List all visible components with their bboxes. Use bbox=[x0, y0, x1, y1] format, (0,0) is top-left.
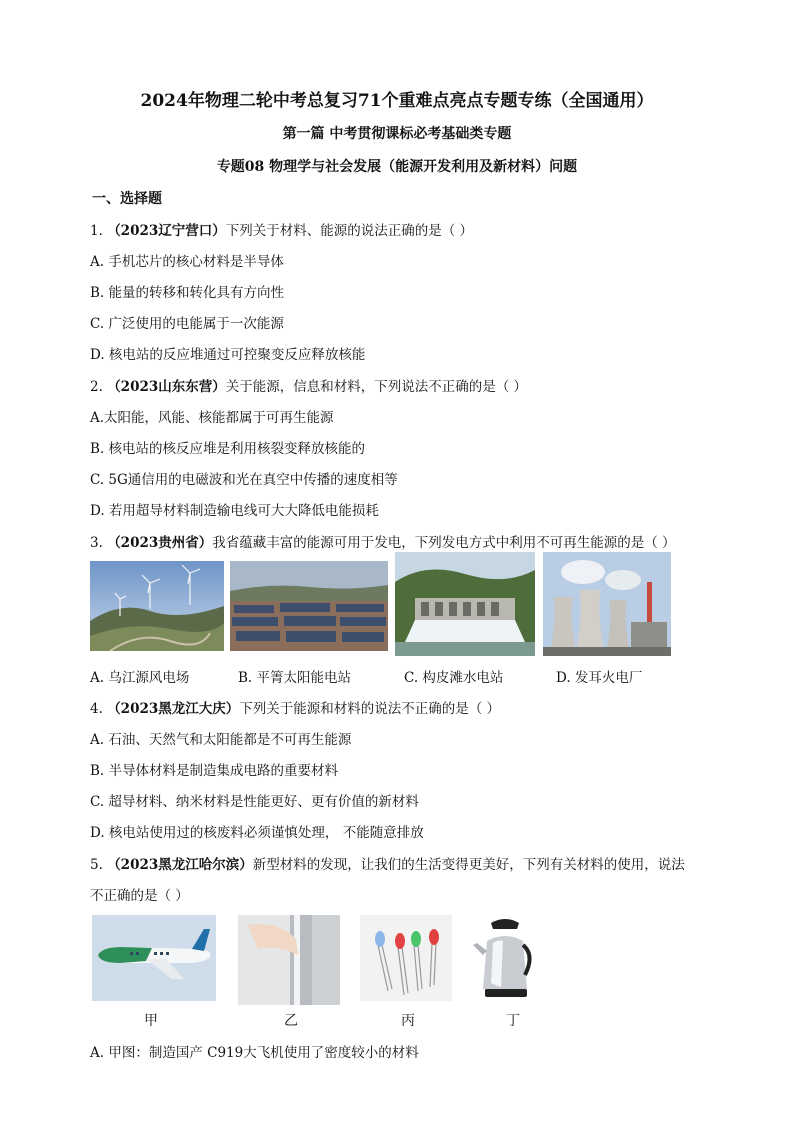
question-source: （2023辽宁营口） bbox=[107, 223, 226, 239]
fridge-seal-photo bbox=[238, 915, 340, 1005]
label-bing: 丙 bbox=[401, 1013, 415, 1029]
hydro-station-photo bbox=[395, 552, 535, 656]
q1-option-a: A. 手机芯片的核心材料是半导体 bbox=[90, 254, 284, 270]
led-photo bbox=[360, 915, 452, 1001]
wind-farm-photo bbox=[90, 561, 224, 651]
question-text: 新型材料的发现，让我们的生活变得更美好，下列有关材料的使用，说法 bbox=[252, 857, 685, 873]
q4-option-a: A. 石油、天然气和太阳能都是不可再生能源 bbox=[90, 732, 352, 748]
question-text: 关于能源，信息和材料，下列说法不正确的是（ ） bbox=[225, 379, 528, 395]
q2-option-b: B. 核电站的核反应堆是利用核裂变释放核能的 bbox=[90, 441, 366, 457]
q5-option-a: A. 甲图：制造国产 C919大飞机使用了密度较小的材料 bbox=[90, 1045, 419, 1061]
thermal-plant-photo bbox=[543, 552, 671, 656]
q3-option-a: A. 乌江源风电场 bbox=[90, 670, 190, 686]
question-4-stem bbox=[90, 697, 500, 717]
question-text: 下列关于能源和材料的说法不正确的是（ ） bbox=[239, 701, 501, 717]
q3-options-row bbox=[90, 666, 690, 686]
question-text: 我省蕴藏丰富的能源可用于发电，下列发电方式中利用不可再生能源的是（ ） bbox=[212, 535, 676, 551]
q3-option-b: B. 平箐太阳能电站 bbox=[238, 670, 352, 686]
question-text: 下列关于材料、能源的说法正确的是（ ） bbox=[225, 223, 474, 239]
question-number: 4. bbox=[90, 701, 103, 717]
question-3-stem bbox=[90, 531, 676, 551]
q1-option-d: D. 核电站的反应堆通过可控聚变反应释放核能 bbox=[90, 347, 366, 363]
solar-station-photo bbox=[230, 561, 388, 651]
page-title: 2024年物理二轮中考总复习71个重难点亮点专题专练（全国通用） bbox=[140, 91, 654, 111]
q3-option-d: D. 发耳火电厂 bbox=[556, 670, 643, 686]
q1-option-c: C. 广泛使用的电能属于一次能源 bbox=[90, 316, 284, 332]
q4-option-c: C. 超导材料、纳米材料是性能更好、更有价值的新材料 bbox=[90, 794, 419, 810]
q2-option-d: D. 若用超导材料制造输电线可大大降低电能损耗 bbox=[90, 503, 379, 519]
airplane-photo bbox=[92, 915, 216, 1001]
label-jia: 甲 bbox=[144, 1013, 158, 1029]
q1-option-b: B. 能量的转移和转化具有方向性 bbox=[90, 285, 285, 301]
q2-option-a: A.太阳能，风能、核能都属于可再生能源 bbox=[90, 410, 334, 426]
part-heading: 第一篇 中考贯彻课标必考基础类专题 bbox=[282, 126, 512, 142]
q4-option-b: B. 半导体材料是制造集成电路的重要材料 bbox=[90, 763, 339, 779]
q3-option-c: C. 构皮滩水电站 bbox=[404, 670, 504, 686]
label-ding: 丁 bbox=[506, 1013, 520, 1029]
question-2-stem bbox=[90, 375, 527, 395]
q2-option-c: C. 5G通信用的电磁波和光在真空中传播的速度相等 bbox=[90, 472, 398, 488]
question-number: 2. bbox=[90, 379, 103, 395]
question-source: （2023黑龙江大庆） bbox=[107, 701, 240, 717]
question-source: （2023黑龙江哈尔滨） bbox=[107, 857, 253, 873]
question-source: （2023贵州省） bbox=[107, 535, 213, 551]
question-number: 1. bbox=[90, 223, 103, 239]
question-number: 3. bbox=[90, 535, 103, 551]
kettle-photo bbox=[473, 915, 537, 1001]
question-5-stem bbox=[90, 853, 685, 873]
topic-heading: 专题08 物理学与社会发展（能源开发利用及新材料）问题 bbox=[216, 159, 578, 175]
question-1-stem bbox=[90, 219, 473, 239]
question-source: （2023山东东营） bbox=[107, 379, 226, 395]
question-number: 5. bbox=[90, 857, 103, 873]
section-heading: 一、选择题 bbox=[92, 191, 162, 207]
label-yi: 乙 bbox=[284, 1013, 298, 1029]
question-5-stem-cont: 不正确的是（ ） bbox=[90, 888, 189, 904]
q4-option-d: D. 核电站使用过的核废料必须谨慎处理， 不能随意排放 bbox=[90, 825, 424, 841]
